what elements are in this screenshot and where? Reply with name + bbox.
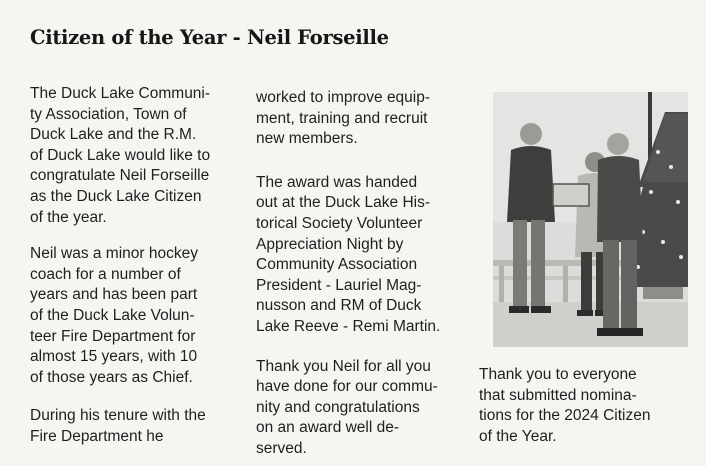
award-photo: [493, 92, 688, 347]
paragraph: Neil was a minor hockey coach for a number of years and has been part of the Duck Lake Volun- teer Fire Department for almost 15 years, with 10 of those years as Chief.: [30, 245, 198, 386]
paragraph: During his tenure with the Fire Department he: [30, 407, 206, 445]
text-column-2: [256, 88, 471, 460]
paragraph: Thank you to everyone that submitted nomina- tions for the 2024 Citizen of the Year.: [479, 366, 651, 445]
article-title: Citizen of the Year - Neil Forseille: [30, 26, 389, 49]
paragraph: Thank you Neil for all you have done for our commu- nity and congratulations on an award well de- served.: [256, 357, 438, 457]
text-column-3: [479, 365, 694, 447]
paragraph: worked to improve equip- ment, training and recruit new members.: [256, 89, 431, 148]
text-column-1: [30, 84, 248, 448]
paragraph: The Duck Lake Communi- ty Association, Town of Duck Lake and the R.M. of Duck Lake would like to congratulate Neil Forseille as the Duck Lake Citizen of the year.: [30, 85, 211, 226]
paragraph: The award was handed out at the Duck Lake His- torical Society Volunteer Appreciation Night by Community Association President - Lauriel Mag- nusson and RM of Duck Lake Reeve - Remi Martin.: [256, 173, 441, 335]
